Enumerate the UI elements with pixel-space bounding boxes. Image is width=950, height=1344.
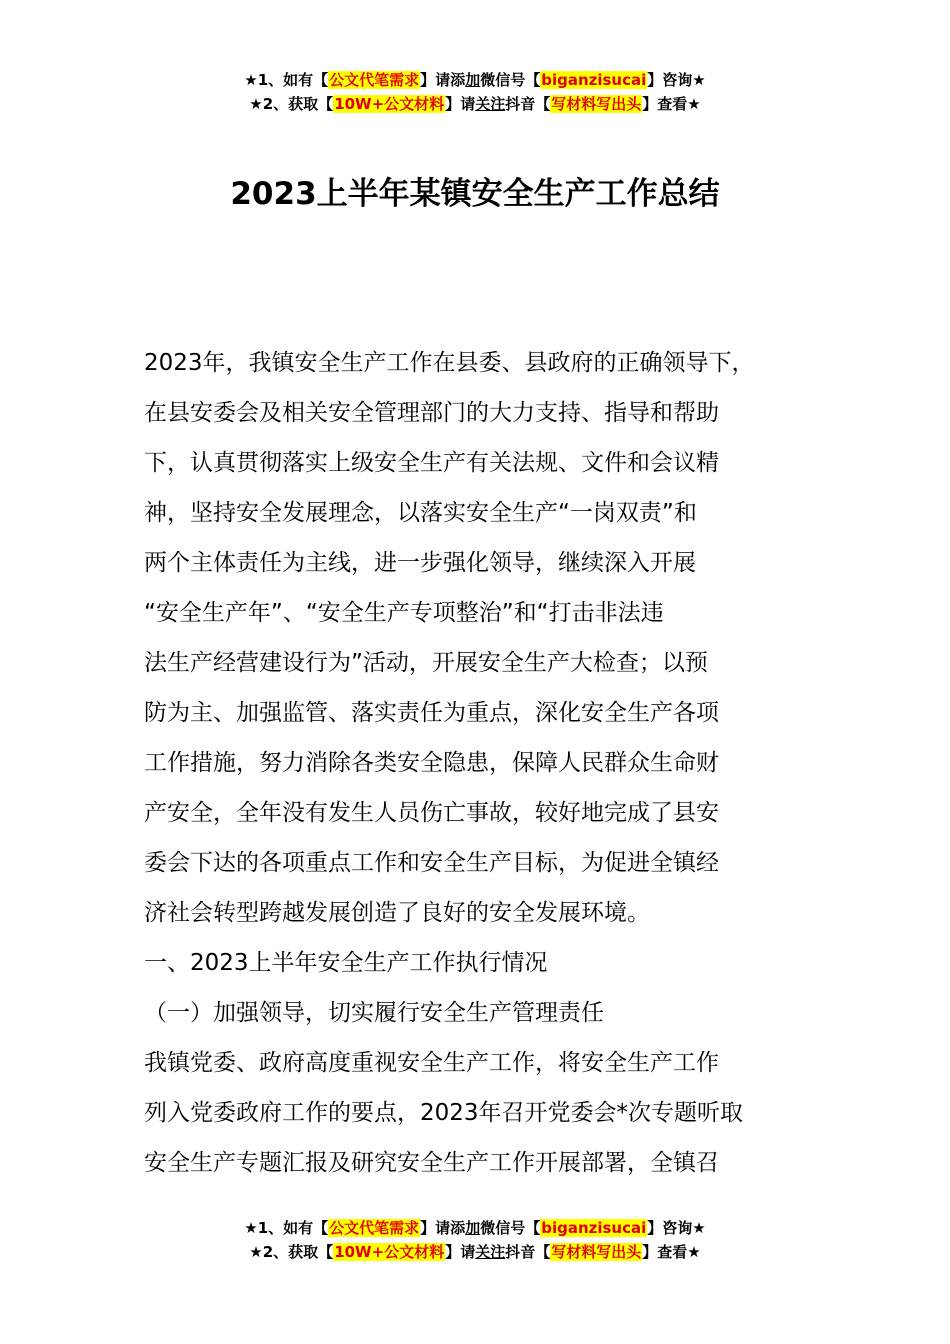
banner-text: 微信号【 — [480, 71, 541, 89]
banner-text: ★2、获取【 — [249, 95, 334, 113]
banner-text: 】咨询★ — [647, 71, 706, 89]
body-line: 列入党委政府工作的要点，2023年召开党委会*次专题听取 — [144, 1100, 744, 1126]
banner-text: 】请添 — [420, 1219, 466, 1237]
banner-text: 抖音【 — [505, 1243, 551, 1261]
body-line: 下，认真贯彻落实上级安全生产有关法规、文件和会议精 — [144, 450, 719, 476]
highlight-text: 公文代笔需求 — [329, 1219, 420, 1237]
body-line: 工作措施，努力消除各类安全隐患，保障人民群众生命财 — [144, 750, 719, 776]
banner-text: 微信号【 — [480, 1219, 541, 1237]
banner-text: 】查看★ — [642, 95, 701, 113]
highlight-text: biganzisucai — [541, 71, 647, 89]
footer-banner — [0, 1216, 950, 1264]
subsection-heading: （一）加强领导，切实履行安全生产管理责任 — [144, 1000, 604, 1026]
document-title: 2023上半年某镇安全生产工作总结 — [230, 175, 720, 212]
banner-text: 】咨询★ — [647, 1219, 706, 1237]
body-line: “安全生产年”、“安全生产专项整治”和“打击非法违 — [144, 600, 664, 626]
banner-text: 】请 — [445, 95, 476, 113]
banner-line-2 — [0, 1240, 950, 1264]
banner-text: 关注 — [475, 1243, 506, 1261]
highlight-text: 写材料写出头 — [551, 1243, 642, 1261]
body-line: 两个主体责任为主线，进一步强化领导，继续深入开展 — [144, 550, 696, 576]
body-line: 神，坚持安全发展理念，以落实安全生产“一岗双责”和 — [144, 500, 697, 526]
body-line: 在县安委会及相关安全管理部门的大力支持、指导和帮助 — [144, 400, 719, 426]
banner-line-1 — [0, 1216, 950, 1240]
body-line: 我镇党委、政府高度重视安全生产工作，将安全生产工作 — [144, 1050, 719, 1076]
body-line: 产安全，全年没有发生人员伤亡事故，较好地完成了县安 — [144, 800, 719, 826]
highlight-text: 10W+公文材料 — [334, 1243, 445, 1261]
section-heading: 一、2023上半年安全生产工作执行情况 — [144, 950, 548, 976]
document-body — [144, 338, 844, 1188]
banner-text: ★1、如有【 — [244, 1219, 329, 1237]
body-line: 2023年，我镇安全生产工作在县委、县政府的正确领导下， — [144, 350, 755, 376]
body-line: 安全生产专题汇报及研究安全生产工作开展部署，全镇召 — [144, 1150, 719, 1176]
banner-text: 】请添 — [420, 71, 466, 89]
banner-line-1 — [0, 68, 950, 92]
banner-line-2 — [0, 92, 950, 116]
highlight-text: 写材料写出头 — [551, 95, 642, 113]
banner-text: 】查看★ — [642, 1243, 701, 1261]
body-line: 委会下达的各项重点工作和安全生产目标，为促进全镇经 — [144, 850, 719, 876]
banner-text: 】请 — [445, 1243, 476, 1261]
body-line: 济社会转型跨越发展创造了良好的安全发展环境。 — [144, 900, 650, 926]
banner-text: ★2、获取【 — [249, 1243, 334, 1261]
banner-text: 关注 — [475, 95, 506, 113]
banner-text: 加 — [465, 71, 481, 89]
header-banner — [0, 68, 950, 116]
highlight-text: biganzisucai — [541, 1219, 647, 1237]
body-line: 法生产经营建设行为”活动，开展安全生产大检查；以预 — [144, 650, 708, 676]
body-line: 防为主、加强监管、落实责任为重点，深化安全生产各项 — [144, 700, 719, 726]
banner-text: 加 — [465, 1219, 481, 1237]
highlight-text: 公文代笔需求 — [329, 71, 420, 89]
highlight-text: 10W+公文材料 — [334, 95, 445, 113]
banner-text: 抖音【 — [505, 95, 551, 113]
banner-text: ★1、如有【 — [244, 71, 329, 89]
